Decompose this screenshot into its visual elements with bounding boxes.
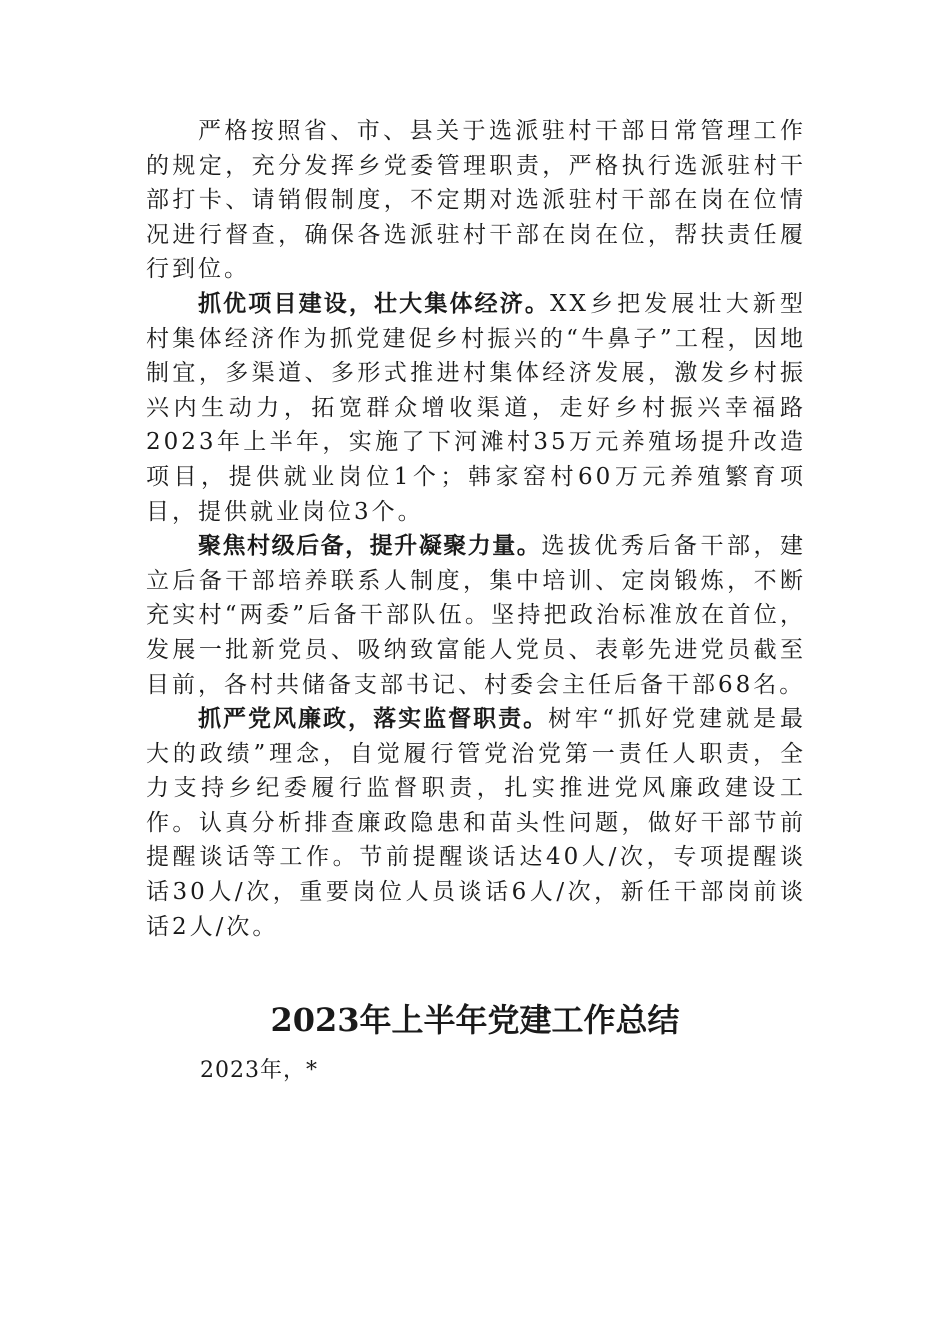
paragraph-text: 严格按照省、市、县关于选派驻村干部日常管理工作的规定，充分发挥乡党委管理职责，严格执行选派驻村干部打卡、请销假制度，不定期对选派驻村干部在岗在位情况进行督查，确保各选派驻村干部在岗在位，帮扶责任履行到位。 <box>146 118 806 283</box>
paragraph-project-construction <box>146 287 806 529</box>
paragraph-village-reserve <box>146 529 806 702</box>
document-title: 2023年上半年党建工作总结 <box>270 1001 680 1039</box>
paragraph-text: XX乡把发展壮大新型村集体经济作为抓党建促乡村振兴的“牛鼻子”工程，因地制宜，多渠道、多形式推进村集体经济发展，激发乡村振兴内生动力，拓宽群众增收渠道，走好乡村振兴幸福路2023年上半年，实施了下河滩村35万元养殖场提升改造项目，提供就业岗位1个；韩家窑村60万元养殖繁育项目，提供就业岗位3个。 <box>146 290 807 525</box>
paragraph-lead: 抓严党风廉政，落实监督职责。 <box>198 706 549 733</box>
paragraph-text: 树牢“抓好党建就是最大的政绩”理念，自觉履行管党治党第一责任人职责，全力支持乡纪委履行监督职责，扎实推进党风廉政建设工作。认真分析排查廉政隐患和苗头性问题，做好干部节前提醒谈话等工作。节前提醒谈话达40人/次，专项提醒谈话30人/次，重要岗位人员谈话6人/次，新任干部岗前谈话2人/次。 <box>146 706 807 940</box>
paragraph-clean-governance <box>146 702 806 944</box>
paragraph-lead: 聚焦村级后备，提升凝聚力量。 <box>198 533 542 560</box>
opening-line: 2023年，* <box>200 1058 318 1083</box>
document-body <box>146 114 806 944</box>
paragraph-cadre-management <box>146 114 806 287</box>
paragraph-lead: 抓优项目建设，壮大集体经济。 <box>198 290 551 317</box>
paragraph-text: 选拔优秀后备干部，建立后备干部培养联系人制度，集中培训、定岗锻炼，不断充实村“两委”后备干部队伍。坚持把政治标准放在首位，发展一批新党员、吸纳致富能人党员、表彰先进党员截至目前，各村共储备支部书记、村委会主任后备干部68名。 <box>146 533 807 698</box>
